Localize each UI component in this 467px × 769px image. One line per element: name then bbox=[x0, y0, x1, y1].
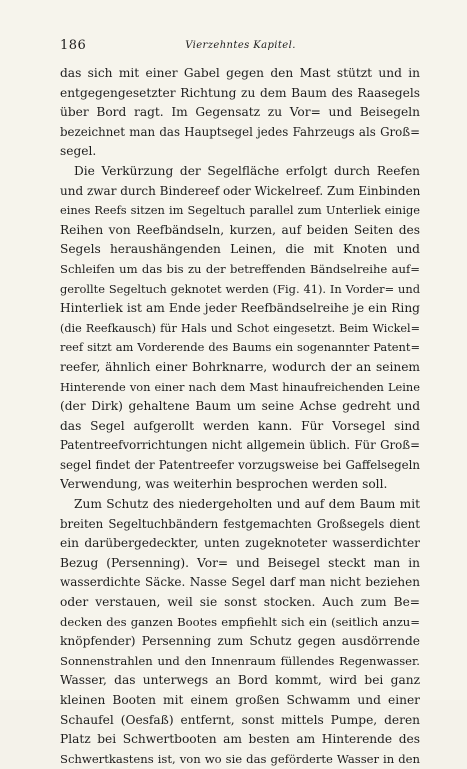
text-line: Hinterliek ist am Ende jeder Reefbändselreihe je ein Ring bbox=[60, 301, 420, 316]
text-line: ein darübergedeckter, unten zugeknoteter wasserdichter bbox=[60, 536, 420, 551]
page-number: 186 bbox=[60, 38, 87, 53]
text-line: eines Reefs sitzen im Segeltuch parallel zum Unterliek einige bbox=[60, 203, 420, 218]
text-line: gerollte Segeltuch geknotet werden (Fig. 41). In Vorder= und bbox=[60, 281, 420, 296]
text-line: Segels heraushängenden Leinen, die mit Knoten und bbox=[60, 242, 420, 257]
text-line: über Bord ragt. Im Gegensatz zu Vor= und Beisegeln bbox=[60, 105, 420, 120]
page-header bbox=[60, 38, 421, 58]
text-line: knöpfender) Persenning zum Schutz gegen ausdörrende bbox=[60, 634, 420, 649]
text-line: segel findet der Patentreefer vorzugsweise bei Gaffelsegeln bbox=[60, 457, 420, 472]
text-line: reef sitzt am Vorderende des Baums ein sogenannter Patent= bbox=[60, 340, 420, 355]
text-line: oder verstauen, weil sie sonst stocken. Auch zum Be= bbox=[60, 595, 420, 610]
text-line: Schaufel (Oesfaß) entfernt, sonst mittels Pumpe, deren bbox=[60, 712, 420, 727]
text-line: Schleifen um das bis zu der betreffenden Bändselreihe auf= bbox=[60, 261, 420, 276]
text-line: kleinen Booten mit einem großen Schwamm und einer bbox=[60, 693, 420, 707]
body-text bbox=[60, 64, 420, 769]
running-head: Vierzehntes Kapitel. bbox=[185, 40, 296, 51]
text-line: Bezug (Persenning). Vor= und Beisegel steckt man in bbox=[60, 555, 420, 570]
text-line: entgegengesetzter Richtung zu dem Baum des Raasegels bbox=[60, 85, 420, 100]
text-line: (die Reefkausch) für Hals und Schot eingesetzt. Beim Wickel= bbox=[60, 321, 420, 335]
text-line: wasserdichte Säcke. Nasse Segel darf man nicht beziehen bbox=[60, 575, 420, 590]
text-line: breiten Segeltuchbändern festgemachten Großsegels dient bbox=[60, 516, 420, 531]
text-line: und zwar durch Bindereef oder Wickelreef. Zum Einbinden bbox=[60, 183, 420, 198]
text-line: Zum Schutz des niedergeholten und auf dem Baum mit bbox=[74, 497, 420, 512]
text-line: Platz bei Schwertbooten am besten am Hinterende des bbox=[60, 732, 420, 747]
text-line: Sonnenstrahlen und den Innenraum füllendes Regenwasser. bbox=[60, 653, 420, 668]
text-line: Wasser, das unterwegs an Bord kommt, wird bei ganz bbox=[60, 673, 420, 688]
text-line: reefer, ähnlich einer Bohrknarre, wodurch der an seinem bbox=[60, 359, 420, 374]
text-line: das sich mit einer Gabel gegen den Mast stützt und in bbox=[60, 66, 420, 80]
text-line: decken des ganzen Bootes empfiehlt sich ein (seitlich anzu= bbox=[60, 614, 420, 629]
text-line: Hinterende von einer nach dem Mast hinaufreichenden Leine bbox=[60, 379, 420, 394]
text-line: Verwendung, was weiterhin besprochen werden soll. bbox=[60, 477, 388, 492]
text-line: Reihen von Reefbändseln, kurzen, auf beiden Seiten des bbox=[60, 222, 420, 237]
text-line: Die Verkürzung der Segelfläche erfolgt durch Reefen bbox=[74, 163, 420, 178]
text-line: segel. bbox=[60, 144, 97, 159]
text-line: (der Dirk) gehaltene Baum um seine Achse gedreht und bbox=[60, 399, 420, 414]
text-line: bezeichnet man das Hauptsegel jedes Fahrzeugs als Groß= bbox=[60, 124, 420, 139]
text-line: Schwertkastens ist, von wo sie das geförderte Wasser in den bbox=[60, 751, 420, 766]
text-line: Patentreefvorrichtungen nicht allgemein üblich. Für Groß= bbox=[60, 438, 420, 453]
text-line: das Segel aufgerollt werden kann. Für Vorsegel sind bbox=[60, 418, 420, 433]
